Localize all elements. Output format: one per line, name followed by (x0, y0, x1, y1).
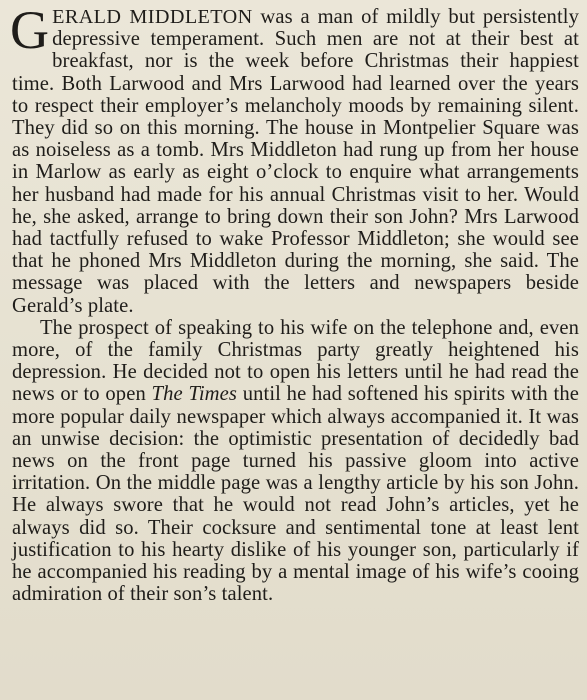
drop-cap: G (10, 0, 50, 60)
paragraph-2-text-start: The prospect of speaking to his wife on the telephone and, even more, of the family Christmas party greatly heightened his depression. He decided not to open his letters until he had read the news or to open (12, 316, 579, 406)
paragraph-1 (10, 0, 579, 317)
paragraph-2 (12, 317, 579, 606)
paragraph-2-text-end: until he had softened his spirits with the more popular daily newspaper which always accompanied it. It was an unwise decision: the optimistic presentation of decidedly bad news on the front page turned his passive gloom into active irritation. On the middle page was a lengthy article by his son John. He always swore that he would not read John’s articles, yet he always did so. Their cocksure and sentimental tone at least lent justification to his hearty dislike of his younger son, particularly if he accompanied his reading by a mental image of his wife’s cooing admiration of their son’s talent. (12, 383, 579, 606)
newspaper-title: The Times (151, 383, 238, 406)
paragraph-1-text: was a man of mildly but persistently depressive temperament. Such men are not at their best at breakfast, nor is the week before Christmas their happiest time. Both Larwood and Mrs Larwood had learned over the years to respect their employer’s melancholy moods by remaining silent. They did so on this morning. The house in Montpelier Square was as noiseless as a tomb. Mrs Middleton had rung up from her house in Marlow as early as eight o’clock to enquire what arrangements her husband had made for his annual Christmas visit to her. Would he, she asked, arrange to bring down their son John? Mrs Larwood had tactfully refused to wake Professor Middleton; she would see that he phoned Mrs Middleton during the morning, she said. The message was placed with the letters and newspapers beside Gerald’s plate. (12, 6, 579, 317)
opening-words: ERALD MIDDLETON (52, 6, 253, 28)
